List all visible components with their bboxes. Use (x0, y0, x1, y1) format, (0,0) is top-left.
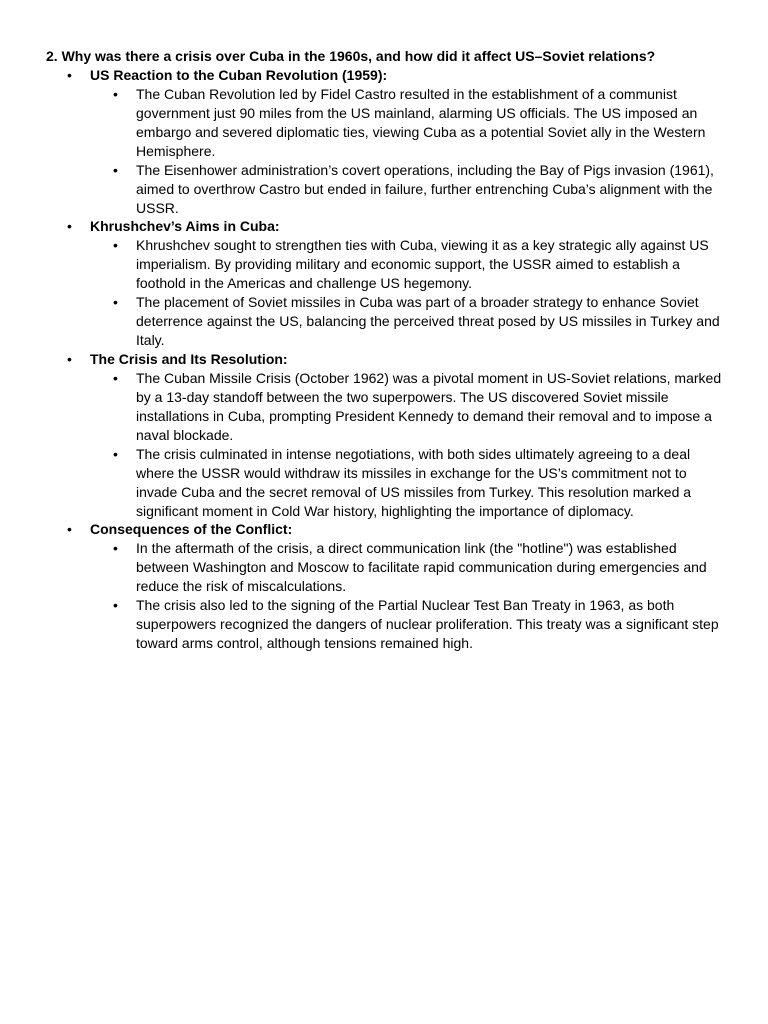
bullet-icon: • (113, 237, 118, 253)
bullet-icon: • (113, 162, 118, 178)
section-crisis-resolution (0, 350, 768, 521)
list-item (0, 369, 768, 445)
bullet-icon: • (67, 351, 72, 367)
list-item (0, 596, 768, 653)
bullet-icon: • (113, 370, 118, 386)
bullet-icon: • (113, 446, 118, 462)
bullet-icon: • (113, 294, 118, 310)
bullet-icon: • (67, 218, 72, 234)
list-item-text: The crisis also led to the signing of the Partial Nuclear Test Ban Treaty in 1963, as both superpowers recognized the dangers of nuclear proliferation. This treaty was a significant step toward arms control, although tensions remained high. (136, 597, 719, 651)
list-item-text: The crisis culminated in intense negotiations, with both sides ultimately agreeing to a deal where the USSR would withdraw its missiles in exchange for the US’s commitment not to invade Cuba and the secret removal of US missiles from Turkey. This resolution marked a significant moment in Cold War history, highlighting the importance of diplomacy. (136, 446, 692, 519)
list-item-text: The Cuban Missile Crisis (October 1962) was a pivotal moment in US-Soviet relations, marked by a 13-day standoff between the two superpowers. The US discovered Soviet missile installations in Cuba, prompting President Kennedy to demand their removal and to impose a naval blockade. (136, 370, 722, 443)
list-item (0, 236, 768, 293)
section-heading-row (0, 217, 768, 236)
section-heading-row (0, 350, 768, 369)
question-title: 2. Why was there a crisis over Cuba in the 1960s, and how did it affect US–Soviet relations? (46, 48, 656, 64)
bullet-icon: • (67, 67, 72, 83)
list-item (0, 85, 768, 161)
section-heading: US Reaction to the Cuban Revolution (1959): (90, 67, 388, 83)
bullet-icon: • (67, 521, 72, 537)
section-heading-row (0, 66, 768, 85)
bullet-icon: • (113, 86, 118, 102)
section-heading-row (0, 520, 768, 539)
section-heading: Consequences of the Conflict: (90, 521, 293, 537)
list-item-text: The placement of Soviet missiles in Cuba was part of a broader strategy to enhance Soviet deterrence against the US, balancing the perceived threat posed by US missiles in Turkey and Italy. (136, 294, 720, 348)
section-us-reaction (0, 66, 768, 218)
list-item (0, 293, 768, 350)
section-heading: The Crisis and Its Resolution: (90, 351, 288, 367)
section-consequences (0, 520, 768, 653)
list-item (0, 161, 768, 218)
list-item (0, 445, 768, 521)
section-heading: Khrushchev’s Aims in Cuba: (90, 218, 280, 234)
list-item (0, 539, 768, 596)
list-item-text: The Eisenhower administration’s covert operations, including the Bay of Pigs invasion (1961), aimed to overthrow Castro but ended in failure, further entrenching Cuba’s alignment with the USSR. (136, 162, 714, 216)
bullet-icon: • (113, 540, 118, 556)
list-item-text: In the aftermath of the crisis, a direct communication link (the "hotline") was established between Washington and Moscow to facilitate rapid communication during emergencies and reduce the risk of miscalculations. (136, 540, 707, 594)
list-item-text: The Cuban Revolution led by Fidel Castro resulted in the establishment of a communist government just 90 miles from the US mainland, alarming US officials. The US imposed an embargo and severed diplomatic ties, viewing Cuba as a potential Soviet ally in the Western Hemisphere. (136, 86, 706, 159)
section-khrushchev-aims (0, 217, 768, 350)
list-item-text: Khrushchev sought to strengthen ties with Cuba, viewing it as a key strategic ally against US imperialism. By providing military and economic support, the USSR aimed to establish a foothold in the Americas and challenge US hegemony. (136, 237, 709, 291)
bullet-icon: • (113, 597, 118, 613)
